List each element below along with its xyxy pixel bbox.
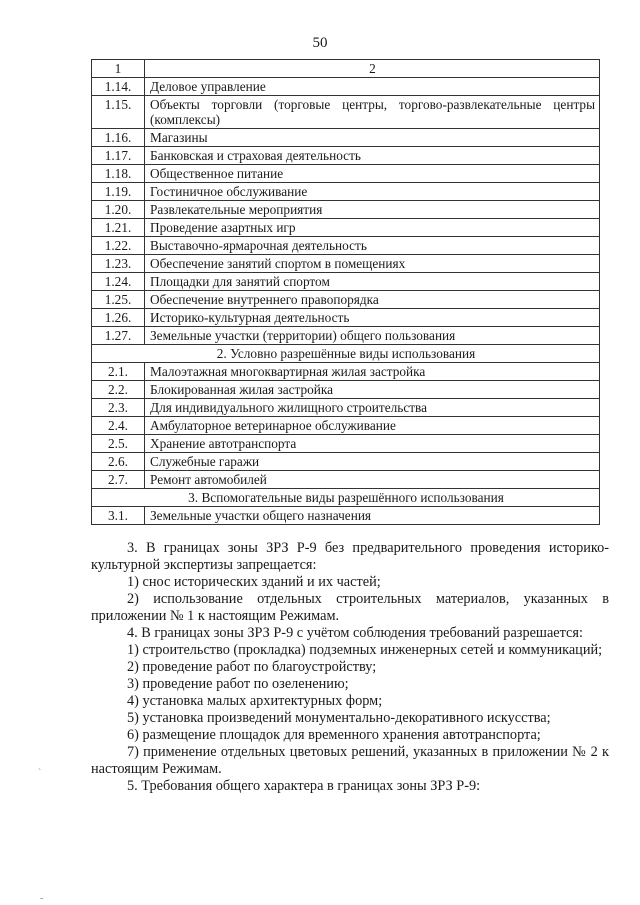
- paragraph-3-intro: 3. В границах зоны ЗРЗ Р-9 без предварительного проведения историко-культурной экспертизы запрещается:: [91, 540, 609, 573]
- table-row: [92, 507, 600, 525]
- row-land-use-type: Выставочно-ярмарочная деятельность: [145, 237, 600, 255]
- paragraph-4-item-6: 6) размещение площадок для временного хранения автотранспорта;: [127, 727, 541, 743]
- row-number: 2.6.: [92, 453, 145, 471]
- table-row: [92, 471, 600, 489]
- row-land-use-type: Ремонт автомобилей: [145, 471, 600, 489]
- table-row: [92, 273, 600, 291]
- table-row: [92, 399, 600, 417]
- body-text: [91, 540, 609, 795]
- page-number: 50: [312, 35, 328, 51]
- row-number: 1.26.: [92, 309, 145, 327]
- table-row: [92, 435, 600, 453]
- table-row: [92, 381, 600, 399]
- row-number: 1.17.: [92, 147, 145, 165]
- table-row: [92, 219, 600, 237]
- paragraph-4-item-2: 2) проведение работ по благоустройству;: [127, 659, 377, 675]
- row-number: 1.20.: [92, 201, 145, 219]
- row-land-use-type: Служебные гаражи: [145, 453, 600, 471]
- table-row: [92, 96, 600, 129]
- paragraph-3-item-1: 1) снос исторических зданий и их частей;: [127, 574, 381, 590]
- row-number: 1.27.: [92, 327, 145, 345]
- row-land-use-type: Хранение автотранспорта: [145, 435, 600, 453]
- row-land-use-type: Обеспечение внутреннего правопорядка: [145, 291, 600, 309]
- table-row: [92, 147, 600, 165]
- paragraph-4-item-5: 5) установка произведений монументально-декоративного искусства;: [127, 710, 551, 726]
- row-land-use-type: Историко-культурная деятельность: [145, 309, 600, 327]
- paragraph-4-item-1: 1) строительство (прокладка) подземных инженерных сетей и коммуникаций;: [127, 642, 603, 658]
- land-use-table: [91, 59, 600, 525]
- table-row: [92, 417, 600, 435]
- section-3-heading: [92, 489, 600, 507]
- paragraph-4-item-4: 4) установка малых архитектурных форм;: [127, 693, 383, 709]
- table-header-row: [92, 60, 600, 78]
- row-land-use-type: Развлекательные мероприятия: [145, 201, 600, 219]
- row-land-use-type: Общественное питание: [145, 165, 600, 183]
- row-number: 1.25.: [92, 291, 145, 309]
- table-row: [92, 183, 600, 201]
- row-number: 3.1.: [92, 507, 145, 525]
- table-row: [92, 78, 600, 96]
- section-2-heading-title: 2. Условно разрешённые виды использования: [92, 345, 600, 363]
- paragraph-5-intro: 5. Требования общего характера в границах зоны ЗРЗ Р-9:: [127, 778, 481, 794]
- row-land-use-type: Для индивидуального жилищного строительства: [145, 399, 600, 417]
- header-col-2: 2: [145, 60, 600, 78]
- row-land-use-type: Гостиничное обслуживание: [145, 183, 600, 201]
- section-2-heading: [92, 345, 600, 363]
- row-number: 2.7.: [92, 471, 145, 489]
- table-row: [92, 255, 600, 273]
- row-number: 1.16.: [92, 129, 145, 147]
- table-row: [92, 363, 600, 381]
- row-number: 1.15.: [92, 96, 145, 129]
- row-land-use-type: Банковская и страховая деятельность: [145, 147, 600, 165]
- row-number: 2.3.: [92, 399, 145, 417]
- row-number: 1.23.: [92, 255, 145, 273]
- section-3-heading-title: 3. Вспомогательные виды разрешённого использования: [92, 489, 600, 507]
- paragraph-4-item-7: 7) применение отдельных цветовых решений, указанных в приложении № 2 к настоящим Режимам.: [91, 744, 609, 777]
- row-number: 1.24.: [92, 273, 145, 291]
- row-land-use-type: Объекты торговли (торговые центры, торгово-развлекательные центры (комплексы): [145, 96, 600, 129]
- row-land-use-type: Малоэтажная многоквартирная жилая застройка: [145, 363, 600, 381]
- row-number: 2.4.: [92, 417, 145, 435]
- table-row: [92, 327, 600, 345]
- table-row: [92, 165, 600, 183]
- row-land-use-type: Деловое управление: [145, 78, 600, 96]
- row-land-use-type: Земельные участки общего назначения: [145, 507, 600, 525]
- row-number: 2.5.: [92, 435, 145, 453]
- paragraph-4-intro: 4. В границах зоны ЗРЗ Р-9 с учётом соблюдения требований разрешается:: [127, 625, 583, 641]
- row-number: 2.1.: [92, 363, 145, 381]
- row-land-use-type: Обеспечение занятий спортом в помещениях: [145, 255, 600, 273]
- table-row: [92, 237, 600, 255]
- row-land-use-type: Амбулаторное ветеринарное обслуживание: [145, 417, 600, 435]
- table-row: [92, 129, 600, 147]
- row-number: 1.18.: [92, 165, 145, 183]
- scan-artifact: -: [40, 893, 44, 904]
- table-row: [92, 453, 600, 471]
- row-number: 1.14.: [92, 78, 145, 96]
- row-land-use-type: Магазины: [145, 129, 600, 147]
- row-number: 1.21.: [92, 219, 145, 237]
- row-land-use-type: Площадки для занятий спортом: [145, 273, 600, 291]
- row-number: 1.22.: [92, 237, 145, 255]
- row-number: 2.2.: [92, 381, 145, 399]
- paragraph-4-item-3: 3) проведение работ по озеленению;: [127, 676, 349, 692]
- row-land-use-type: Блокированная жилая застройка: [145, 381, 600, 399]
- row-number: 1.19.: [92, 183, 145, 201]
- header-col-1: 1: [92, 60, 145, 78]
- table-row: [92, 201, 600, 219]
- table-row: [92, 309, 600, 327]
- paragraph-3-item-2: 2) использование отдельных строительных материалов, указанных в приложении № 1 к настоящим Режимам.: [91, 591, 609, 624]
- row-land-use-type: Земельные участки (территории) общего пользования: [145, 327, 600, 345]
- scan-artifact: `: [38, 768, 42, 779]
- table-row: [92, 291, 600, 309]
- row-land-use-type: Проведение азартных игр: [145, 219, 600, 237]
